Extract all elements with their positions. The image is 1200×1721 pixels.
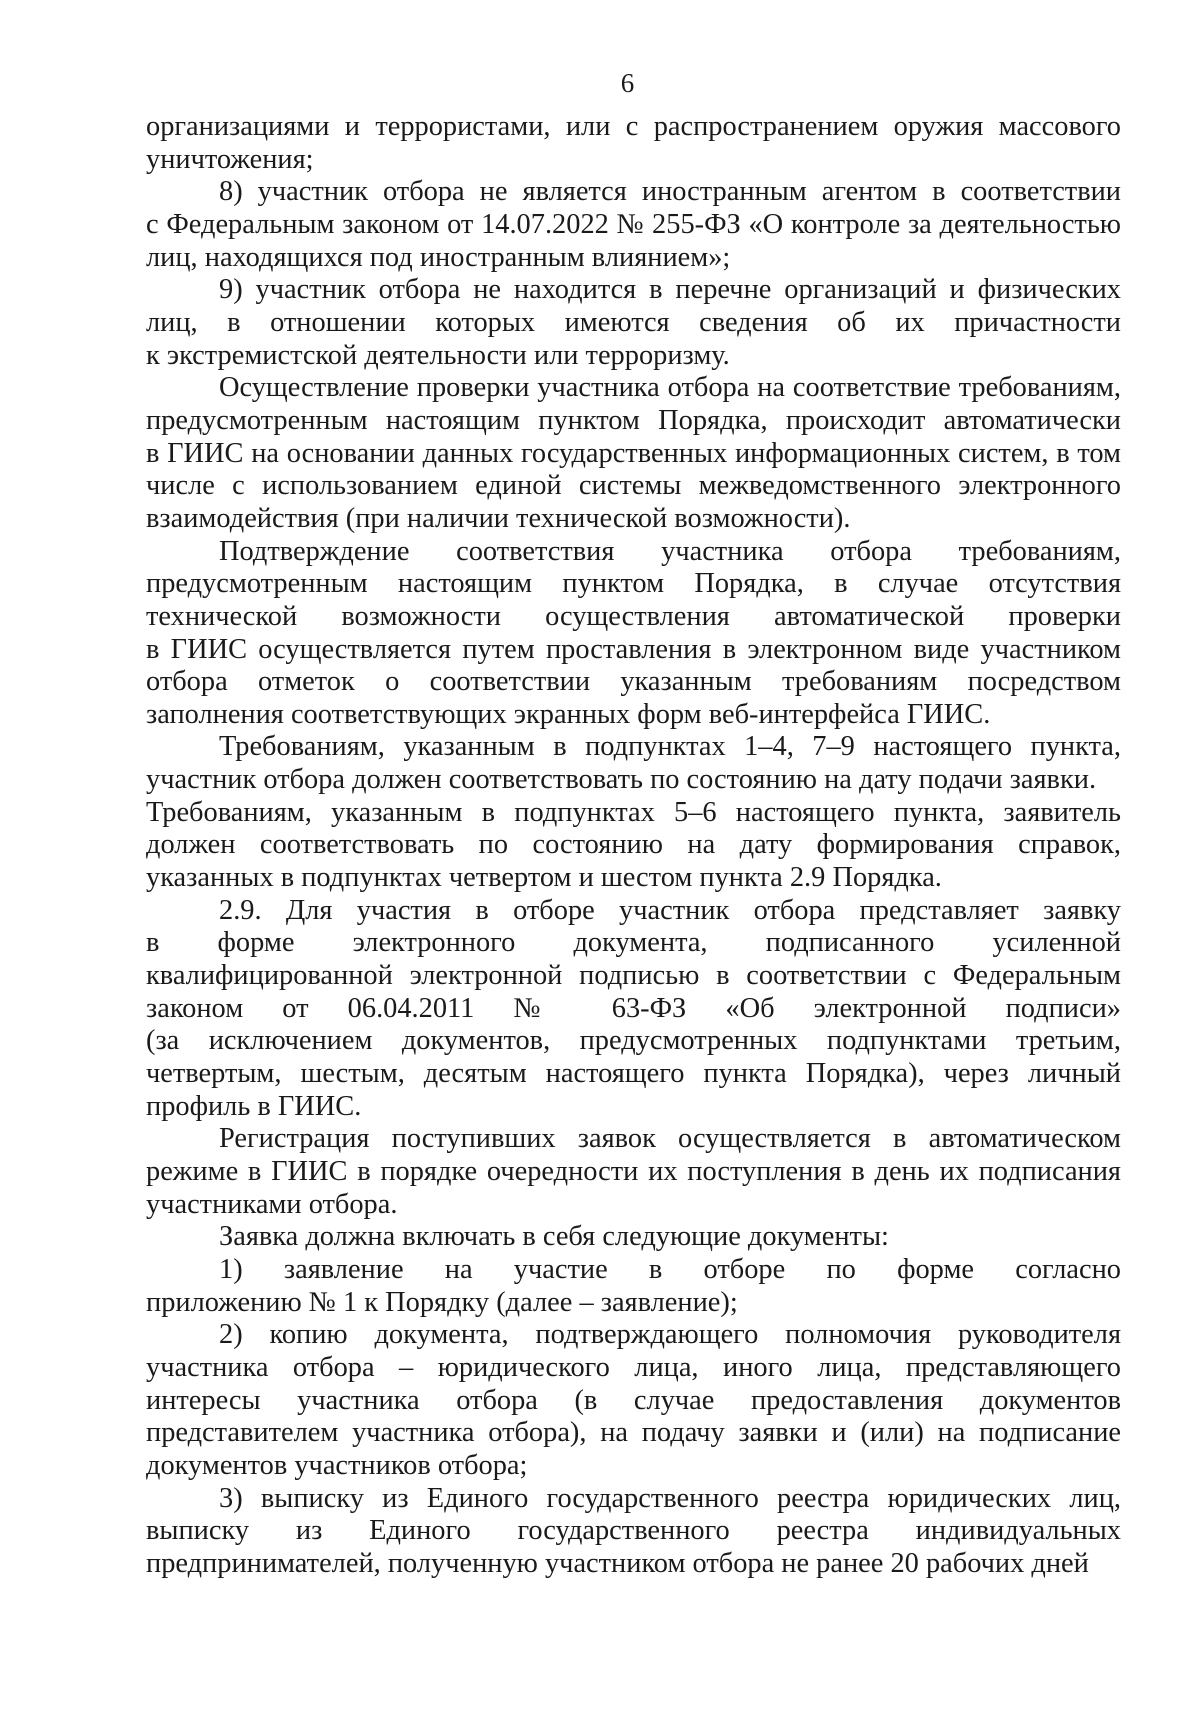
paragraph-line: 8) участник отбора не является иностранным агентом в соответствии [219,176,1121,208]
paragraph-line: квалифицированной электронной подписью в соответствии с Федеральным [146,960,1121,992]
paragraph-line: уничтожения; [146,143,314,175]
paragraph-line: Подтверждение соответствия участника отбора требованиям, [219,535,1121,567]
paragraph-line: отбора отметок о соответствии указанным требованиям посредством [146,666,1121,698]
paragraph-line: 9) участник отбора не находится в перечне организаций и физических [219,274,1121,306]
paragraph-line: Заявка должна включать в себя следующие документы: [219,1221,889,1253]
paragraph-line: организациями и террористами, или с распространением оружия массового [146,111,1121,142]
paragraph-line: заполнения соответствующих экранных форм веб-интерфейса ГИИС. [146,698,991,730]
paragraph-line: Регистрация поступивших заявок осуществляется в автоматическом [219,1123,1121,1155]
paragraph-line: Требованиям, указанным в подпунктах 5–6 настоящего пункта, заявитель [146,796,1121,828]
paragraph-line: участника отбора – юридического лица, иного лица, представляющего [146,1351,1121,1383]
paragraph-line: участник отбора должен соответствовать по состоянию на дату подачи заявки. [146,764,1097,796]
paragraph-line: профиль в ГИИС. [146,1090,362,1122]
paragraph-line: законом от 06.04.2011 № 63-ФЗ «Об электронной подписи» [146,992,1121,1024]
paragraph-line: Требованиям, указанным в подпунктах 1–4, 7–9 настоящего пункта, [219,731,1121,763]
paragraph-line: выписку из Единого государственного реестра индивидуальных [146,1515,1121,1547]
paragraph-line: числе с использованием единой системы межведомственного электронного [146,470,1121,502]
paragraph-line: представителем участника отбора), на подачу заявки и (или) на подписание [146,1417,1121,1449]
paragraph-line: указанных в подпунктах четвертом и шестом пункта 2.9 Порядка. [146,862,942,894]
paragraph-line: 2.9. Для участия в отборе участник отбора представляет заявку [219,894,1121,926]
paragraph-line: предусмотренным настоящим пунктом Порядка, происходит автоматически [146,404,1121,436]
paragraph-line: участниками отбора. [146,1188,398,1220]
paragraph-line: 2) копию документа, подтверждающего полномочия руководителя [219,1319,1121,1351]
paragraph-line: лиц, находящихся под иностранным влиянием»; [146,241,731,273]
paragraph-line: (за исключением документов, предусмотренных подпунктами третьим, [146,1025,1121,1057]
page-number: 6 [620,68,635,98]
paragraph-line: с Федеральным законом от 14.07.2022 № 255-ФЗ «О контроле за деятельностью [146,208,1121,240]
paragraph-line: документов участников отбора; [146,1449,528,1481]
paragraph-line: к экстремистской деятельности или терроризму. [146,339,730,371]
paragraph-line: 1) заявление на участие в отборе по форме согласно [219,1253,1121,1285]
paragraph-line: лиц, в отношении которых имеются сведения об их причастности [146,306,1121,338]
paragraph-line: 3) выписку из Единого государственного реестра юридических лиц, [219,1482,1121,1514]
paragraph-line: интересы участника отбора (в случае предоставления документов [146,1384,1121,1416]
document-body [146,111,1121,1581]
paragraph-line: взаимодействия (при наличии технической возможности). [146,502,851,534]
paragraph-line: должен соответствовать по состоянию на дату формирования справок, [146,829,1121,861]
paragraph-line: в ГИИС осуществляется путем проставления в электронном виде участником [146,633,1121,665]
paragraph-line: приложению № 1 к Порядку (далее – заявление); [146,1286,738,1318]
paragraph-line: технической возможности осуществления автоматической проверки [146,600,1121,632]
paragraph-line: четвертым, шестым, десятым настоящего пункта Порядка), через личный [146,1058,1121,1090]
paragraph-line: Осуществление проверки участника отбора на соответствие требованиям, [219,372,1121,404]
paragraph-line: в форме электронного документа, подписанного усиленной [146,927,1121,959]
paragraph-line: предусмотренным настоящим пунктом Порядка, в случае отсутствия [146,568,1121,600]
paragraph-line: предпринимателей, полученную участником отбора не ранее 20 рабочих дней [146,1547,1089,1579]
paragraph-line: в ГИИС на основании данных государственных информационных систем, в том [146,437,1121,469]
paragraph-line: режиме в ГИИС в порядке очередности их поступления в день их подписания [146,1156,1121,1187]
